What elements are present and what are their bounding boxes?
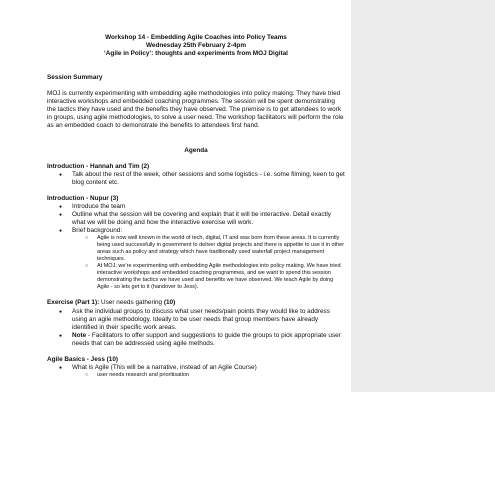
list-item: ● Outline what the session will be covering and explain that it will be interactive. Detail exactly what we will be doing and how the interactive exercise will work. bbox=[72, 211, 345, 227]
workshop-date: Wednesday 25th February 2-4pm bbox=[145, 42, 247, 49]
intro-nupur-heading: Introduction - Nupur (3) bbox=[47, 194, 119, 202]
list-item: ● Ask the individual groups to discuss what user needs/pain points they would like to address using an agile methodology. Ideally to be user needs that group members have already identified in their specific work areas. bbox=[72, 308, 345, 332]
list-item-label: What is Agile (This will be a narrative, instead of an Agile Course) bbox=[72, 364, 257, 372]
exercise-heading: Exercise (Part 1): User needs gathering (10) bbox=[47, 299, 176, 307]
document-page bbox=[47, 34, 345, 379]
sub-list-item: ○ user needs research and prioritisation bbox=[97, 372, 345, 379]
agile-basics-list bbox=[47, 364, 345, 379]
list-item: ● Talk about the rest of the week, other sessions and some logistics - i.e. some filming, keen to get blog content etc. bbox=[72, 171, 345, 187]
workshop-subtitle: ‘Agile in Policy’: thoughts and experiments from MOJ Digital bbox=[104, 50, 288, 57]
sub-list-item: ○ Agile is now well known in the world of tech, digital, IT and was born from these areas. It is currently being used successfully in government to deliver digital projects and there is appetite to use it in other areas such as policy and strategy which have traditionally used waterfall project management techniques. bbox=[97, 235, 345, 263]
exercise-list bbox=[47, 308, 345, 348]
workshop-title: Workshop 14 - Embedding Agile Coaches into Policy Teams bbox=[105, 34, 287, 41]
sidebar-panel bbox=[351, 0, 495, 392]
intro-hannah-tim-list bbox=[47, 171, 345, 187]
list-item bbox=[72, 364, 345, 379]
document-heading bbox=[47, 34, 345, 58]
agile-basics-sublist bbox=[72, 372, 345, 379]
list-item: ● Note - Facilitators to offer support and suggestions to guide the groups to pick appropriate user needs that can be addressed using agile methods. bbox=[72, 332, 345, 348]
list-item-label: Brief background: bbox=[72, 227, 123, 235]
intro-hannah-tim-heading: Introduction - Hannah and Tim (2) bbox=[47, 162, 150, 170]
agenda-heading: Agenda bbox=[184, 146, 208, 154]
background-sublist bbox=[72, 235, 345, 291]
list-item: ● Introduce the team bbox=[72, 203, 345, 211]
intro-nupur-list bbox=[47, 203, 345, 291]
session-summary-text: MOJ is currently experimenting with embedding agile methodologies into policy making. They have tried interactive workshops and embedded coaching programmes. The session will be spent demonstrating the tactics they have used and the benefits they have observed. The premise is to get attendees to work in groups, using agile methodologies, to solve a user need. The workshop facilitators will perform the role as an embedded coach to demonstrate the benefits to attendees first hand. bbox=[47, 90, 344, 130]
sub-list-item: ○ At MOJ, we’re experimenting with embedding Agile methodologies into policy making. We have tried interactive workshops and embedded coaching programmes, and we want to spend this session demonstrating the tactics we have used and benefits we have observed. We teach Agile by doing Agile - so lets get to it (handover to Jess). bbox=[97, 263, 345, 291]
agile-basics-heading: Agile Basics - Jess (10) bbox=[47, 355, 119, 363]
session-summary-heading: Session Summary bbox=[47, 74, 103, 81]
list-item bbox=[72, 227, 345, 291]
